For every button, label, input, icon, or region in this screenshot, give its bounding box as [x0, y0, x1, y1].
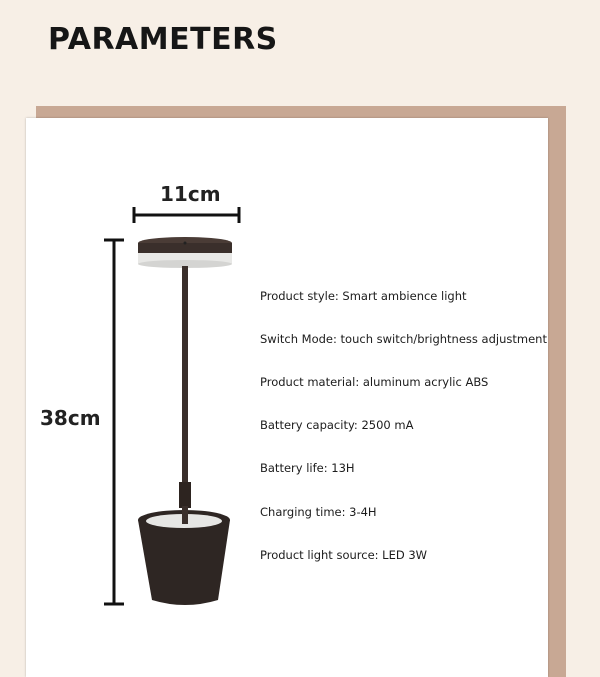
height-dimension-line: [104, 240, 124, 604]
spec-switch-mode: Switch Mode: touch switch/brightness adjustment: [260, 332, 547, 346]
lamp-stem-joint: [179, 482, 191, 508]
height-label: 38cm: [40, 406, 101, 430]
lamp-stem: [182, 266, 188, 486]
spec-battery-life: Battery life: 13H: [260, 461, 355, 475]
spec-light-source: Product light source: LED 3W: [260, 548, 428, 562]
page-title: PARAMETERS: [48, 22, 278, 57]
lamp-head: [138, 237, 232, 268]
spec-charging-time: Charging time: 3-4H: [260, 505, 377, 519]
width-label: 11cm: [160, 182, 221, 206]
width-dimension-line: [134, 207, 239, 223]
spec-material: Product material: aluminum acrylic ABS: [260, 375, 489, 389]
spec-product-style: Product style: Smart ambience light: [260, 289, 467, 303]
lamp-base: [138, 506, 230, 605]
spec-battery-capacity: Battery capacity: 2500 mA: [260, 418, 414, 432]
